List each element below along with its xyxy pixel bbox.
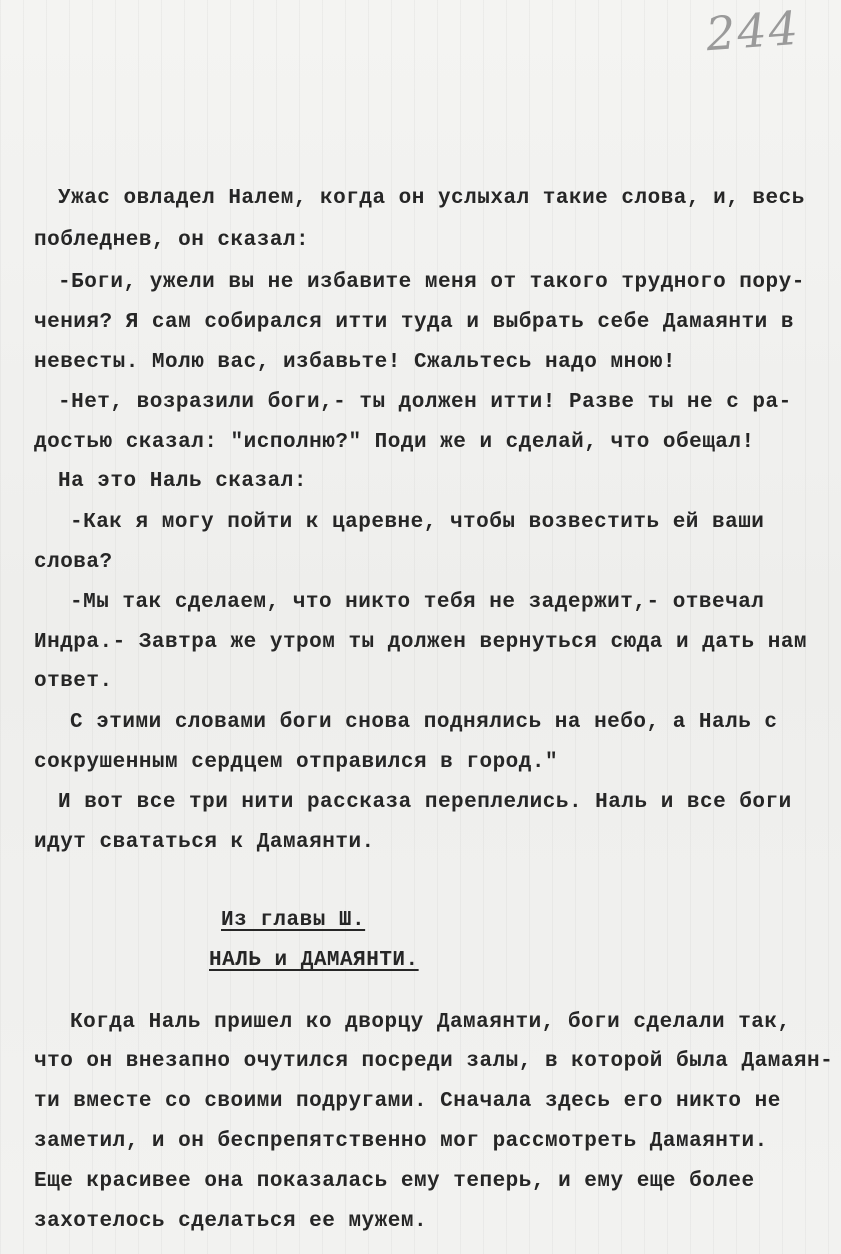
text-line: -Как я могу пойти к царевне, чтобы возвестить ей ваши [70, 511, 765, 534]
text-line: захотелось сделаться ее мужем. [34, 1210, 428, 1233]
text-line: что он внезапно очутился посреди залы, в которой была Дамаян- [34, 1050, 834, 1073]
text-line: идут свататься к Дамаянти. [34, 831, 375, 854]
text-line: -Нет, возразили боги,- ты должен итти! Разве ты не с ра- [58, 391, 792, 414]
text-line: сокрушенным сердцем отправился в город." [34, 751, 559, 774]
text-line: ответ. [34, 670, 113, 693]
text-line: заметил, и он беспрепятственно мог рассмотреть Дамаянти. [34, 1130, 768, 1153]
text-line: Когда Наль пришел ко дворцу Дамаянти, боги сделали так, [70, 1011, 791, 1034]
text-line: С этими словами боги снова поднялись на небо, а Наль с [70, 711, 778, 734]
text-line: На это Наль сказал: [58, 470, 307, 493]
text-line: чения? Я сам собирался итти туда и выбрать себе Дамаянти в [34, 311, 794, 334]
text-line: -Мы так сделаем, что никто тебя не задержит,- отвечал [70, 591, 765, 614]
chapter-heading: Из главы Ш. [221, 909, 366, 932]
text-line: И вот все три нити рассказа переплелись. Наль и все боги [58, 791, 792, 814]
text-line: слова? [34, 551, 113, 574]
text-line: ти вместе со своими подругами. Сначала здесь его никто не [34, 1090, 781, 1113]
text-line: Индра.- Завтра же утром ты должен вернуться сюда и дать нам [34, 631, 808, 654]
text-line: Еще красивее она показалась ему теперь, и ему еще более [34, 1170, 755, 1193]
text-line: достью сказал: "исполню?" Поди же и сделай, что обещал! [34, 431, 755, 454]
folio-number: 244 [704, 0, 802, 62]
text-line: -Боги, ужели вы не избавите меня от такого трудного пору- [58, 271, 805, 294]
text-line: Ужас овладел Налем, когда он услыхал такие слова, и, весь [58, 187, 805, 210]
text-line: побледнев, он сказал: [34, 229, 310, 252]
text-line: невесты. Молю вас, избавьте! Сжальтесь надо мною! [34, 351, 677, 374]
section-title: НАЛЬ и ДАМАЯНТИ. [209, 949, 419, 972]
